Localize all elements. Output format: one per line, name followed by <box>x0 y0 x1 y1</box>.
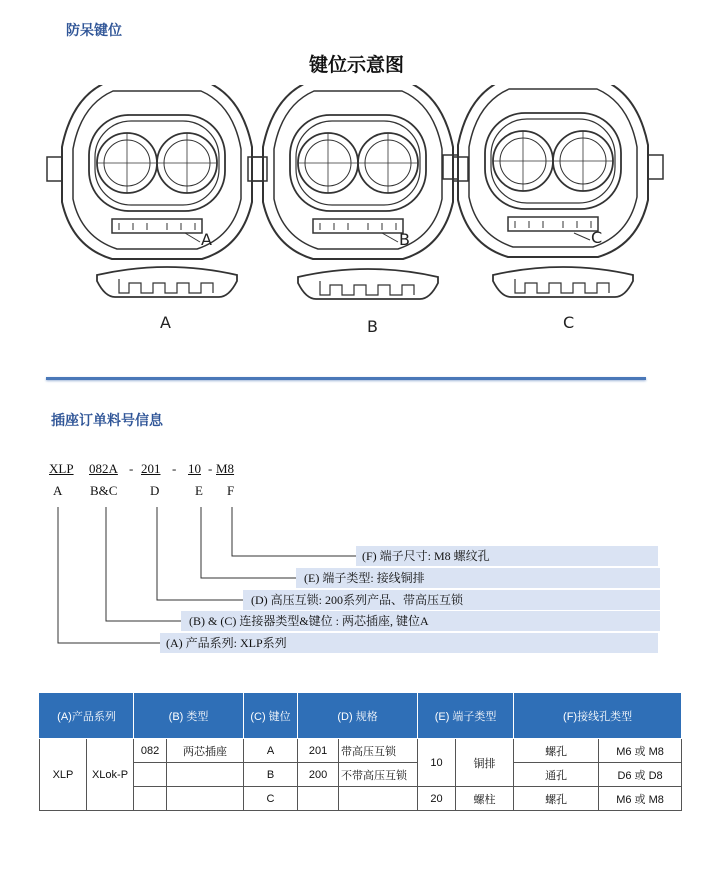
code-segment-bc: 082A <box>89 461 118 476</box>
diagram-title: 键位示意图 <box>309 54 405 76</box>
code-letter-f: F <box>227 483 235 498</box>
cell-d-code: 200 <box>298 763 339 787</box>
header-c: (C) 键位 <box>244 694 298 739</box>
legend-bar-d: (D) 高压互锁: 200系列产品、带高压互锁 <box>243 590 660 610</box>
key-bar-label-c: C <box>563 313 575 332</box>
key-label-b: B <box>399 230 410 249</box>
key-label-a: A <box>201 230 212 249</box>
table-header-row <box>40 694 682 739</box>
table-row <box>40 739 682 763</box>
cell-d-code: 201 <box>298 739 339 763</box>
code-letter-d: D <box>150 483 160 498</box>
cell-a-model: XLok-P <box>87 739 134 811</box>
section-heading-key-position: 防呆键位 <box>66 23 122 39</box>
header-f: (F)接线孔类型 <box>514 694 682 739</box>
cell-c-key: B <box>244 763 298 787</box>
code-letter-e: E <box>195 483 203 498</box>
header-b: (B) 类型 <box>134 694 244 739</box>
cell-e-code: 10 <box>418 739 456 787</box>
cell-a-series: XLP <box>40 739 87 811</box>
cell-c-key: A <box>244 739 298 763</box>
part-code <box>49 461 74 477</box>
legend-bar-e: (E) 端子类型: 接线铜排 <box>296 568 660 588</box>
legend-bar-bc: (B) & (C) 连接器类型&键位 : 两芯插座, 键位A <box>181 611 660 631</box>
cell-f-size: M6 或 M8 <box>599 787 682 811</box>
legend-bar-f: (F) 端子尺寸: M8 螺纹孔 <box>356 546 658 566</box>
cell-e-code: 20 <box>418 787 456 811</box>
key-bar-label-b: B <box>367 317 378 336</box>
spec-table <box>39 693 682 811</box>
key-bar-label-a: A <box>160 313 171 332</box>
key-diagram <box>0 85 720 345</box>
section-divider <box>46 377 646 380</box>
header-d: (D) 规格 <box>298 694 418 739</box>
code-segment-d: 201 <box>141 461 161 476</box>
cell-f-type: 螺孔 <box>514 787 599 811</box>
cell-f-size: M6 或 M8 <box>599 739 682 763</box>
cell-f-size: D6 或 D8 <box>599 763 682 787</box>
cell-d-desc: 不带高压互锁 <box>339 763 418 787</box>
cell-f-type: 螺孔 <box>514 739 599 763</box>
cell-d-desc: 带高压互锁 <box>339 739 418 763</box>
table-row <box>40 787 682 811</box>
code-segment-e: 10 <box>188 461 201 476</box>
legend-bar-a: (A) 产品系列: XLP系列 <box>160 633 658 653</box>
header-a: (A)产品系列 <box>40 694 134 739</box>
cell-c-key: C <box>244 787 298 811</box>
code-letter-a: A <box>53 483 63 498</box>
table-row <box>40 763 682 787</box>
key-label-c: C <box>591 228 603 247</box>
code-separator: - <box>172 461 177 476</box>
code-segment-f: M8 <box>216 461 235 476</box>
section-heading-order-code: 插座订单料号信息 <box>51 413 163 429</box>
code-separator: - <box>129 461 134 476</box>
cell-b-code: 082 <box>134 739 167 763</box>
code-separator: - <box>208 461 213 476</box>
code-segment-a: XLP <box>49 461 74 476</box>
cell-e-desc: 螺柱 <box>456 787 514 811</box>
header-e: (E) 端子类型 <box>418 694 514 739</box>
code-letter-bc: B&C <box>90 483 118 498</box>
cell-b-type: 两芯插座 <box>167 739 244 763</box>
cell-e-desc: 铜排 <box>456 739 514 787</box>
cell-f-type: 通孔 <box>514 763 599 787</box>
